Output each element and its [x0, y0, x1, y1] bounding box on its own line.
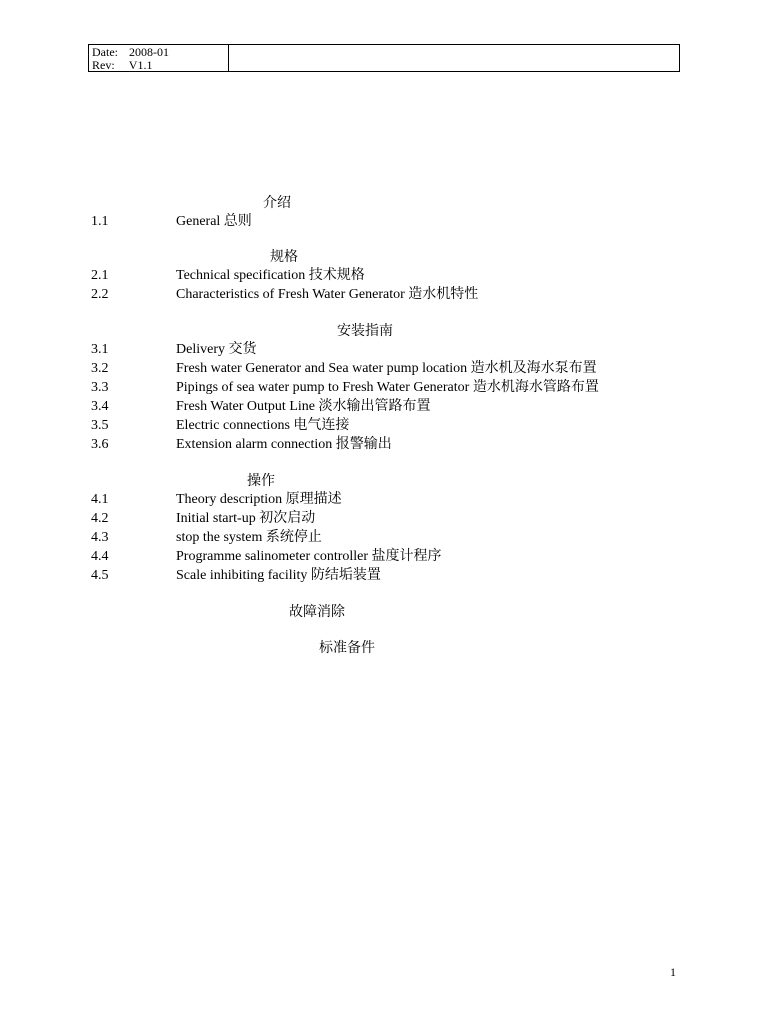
toc-item	[0, 213, 768, 231]
header-empty-cell	[229, 45, 679, 71]
rev-label: Rev:	[92, 58, 115, 72]
toc-item-number: 3.1	[91, 342, 109, 357]
toc-item-text: Initial start-up 初次启动	[176, 511, 316, 526]
toc-item	[0, 398, 768, 416]
toc-item	[0, 286, 768, 304]
toc-item-text: stop the system 系统停止	[176, 530, 322, 545]
toc-item-number: 3.2	[91, 361, 109, 376]
section-title-installation: 安装指南	[337, 324, 393, 339]
toc-item-number: 4.4	[91, 549, 109, 564]
toc-item-text: Theory description 原理描述	[176, 492, 342, 507]
section-title-operation: 操作	[247, 474, 275, 489]
section-title-specification: 规格	[270, 250, 298, 265]
toc-item-number: 3.5	[91, 418, 109, 433]
toc-item-text: Scale inhibiting facility 防结垢装置	[176, 568, 381, 583]
toc-item-number: 4.5	[91, 568, 109, 583]
toc-item-number: 3.3	[91, 380, 109, 395]
toc-item	[0, 567, 768, 585]
toc-item	[0, 267, 768, 285]
toc-item	[0, 548, 768, 566]
toc-item-number: 2.2	[91, 287, 109, 302]
section-title-spare-parts: 标准备件	[319, 641, 375, 656]
header-meta-cell	[89, 45, 229, 71]
toc-item-text: Technical specification 技术规格	[176, 268, 365, 283]
date-label: Date:	[92, 45, 118, 59]
toc-item-text: Pipings of sea water pump to Fresh Water Generator 造水机海水管路布置	[176, 380, 599, 395]
section-title-intro: 介绍	[263, 196, 291, 211]
header-rev-line	[92, 59, 228, 72]
toc-item	[0, 341, 768, 359]
toc-item-number: 4.3	[91, 530, 109, 545]
toc-item-number: 4.2	[91, 511, 109, 526]
toc-item-number: 3.4	[91, 399, 109, 414]
rev-value: V1.1	[128, 58, 153, 72]
toc-item	[0, 510, 768, 528]
toc-item	[0, 379, 768, 397]
toc-item	[0, 360, 768, 378]
toc-item-text: General 总则	[176, 214, 252, 229]
toc-item-number: 3.6	[91, 437, 109, 452]
toc-item-number: 1.1	[91, 214, 109, 229]
page-number: 1	[670, 965, 676, 979]
toc-item-text: Fresh Water Output Line 淡水输出管路布置	[176, 399, 431, 414]
date-value: 2008-01	[129, 45, 169, 59]
document-header-table	[88, 44, 680, 72]
toc-item-number: 4.1	[91, 492, 109, 507]
toc-item-text: Programme salinometer controller 盐度计程序	[176, 549, 442, 564]
toc-item-text: Characteristics of Fresh Water Generator 造水机特性	[176, 287, 479, 302]
toc-item	[0, 491, 768, 509]
toc-item-text: Electric connections 电气连接	[176, 418, 350, 433]
toc-item-text: Fresh water Generator and Sea water pump location 造水机及海水泵布置	[176, 361, 597, 376]
toc-item	[0, 436, 768, 454]
toc-item-text: Extension alarm connection 报警输出	[176, 437, 392, 452]
toc-item-text: Delivery 交货	[176, 342, 257, 357]
toc-item	[0, 417, 768, 435]
toc-item-number: 2.1	[91, 268, 109, 283]
section-title-troubleshooting: 故障消除	[289, 605, 345, 620]
toc-item	[0, 529, 768, 547]
